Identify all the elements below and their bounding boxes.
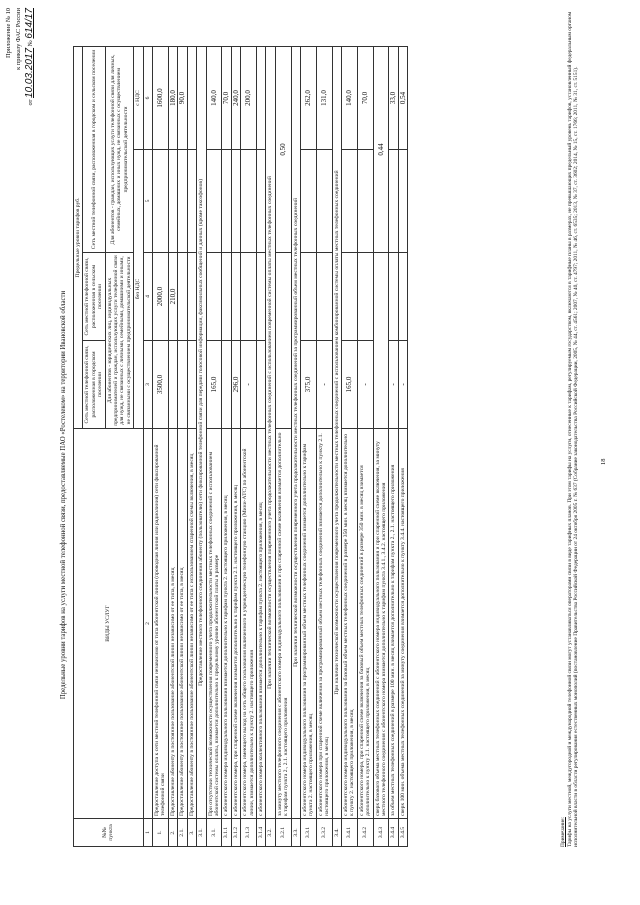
cell-rural: [178, 253, 187, 341]
cell-urban: -: [241, 341, 257, 429]
table-row: [275, 46, 291, 846]
cell-with-vat: 33,0: [389, 46, 398, 149]
table-body: [153, 46, 408, 846]
appendix-header: [4, 8, 24, 70]
row-description: сверх 100 мин. объема местных телефонных соединений за минуту соединения взимается дополнительно к пункту 3.4.4. настоящего приложения: [398, 429, 407, 819]
table-row: [398, 46, 407, 846]
cell-urban: -: [389, 341, 398, 429]
header-col-c: Сеть местной телефонной связи, расположенная в городском и сельском поселении: [83, 46, 105, 252]
cell-with-vat: [187, 46, 196, 149]
cell-with-vat: 140,0: [206, 46, 222, 149]
cell-urban: -: [398, 341, 407, 429]
cell-urban: 375,0: [300, 341, 316, 429]
order-number: 614/17: [24, 8, 35, 39]
appendix-number: Приложение № 10: [5, 8, 12, 58]
row-number: 3.3.: [291, 819, 300, 847]
row-number: 1.: [153, 819, 169, 847]
table-row: [266, 46, 275, 846]
table-row: [373, 46, 389, 846]
table-row: [231, 46, 240, 846]
cell-empty: [153, 150, 169, 253]
table-row: [389, 46, 398, 846]
cell-empty: [300, 150, 316, 253]
row-number: 3.4.2: [357, 819, 373, 847]
appendix-order-ref: к приказу ФАС России: [15, 8, 22, 70]
cell-with-vat: [256, 46, 265, 149]
cell-rural: [342, 253, 358, 341]
row-description: сверх базового объема местных телефонных соединений с абонентского номера индивидуального пользования и при спаренной схеме включения, за минуту местного телефонного соединения с абонентского номера взимается дополнительно к тарифам пункта 3.4.1., 3.4.2. настоящего приложения: [373, 429, 389, 819]
colnum-6: 6: [143, 46, 152, 149]
header-levels: Предельные уровни тарифов руб.: [74, 46, 83, 428]
header-col-b: Сеть местной телефонной связи, расположенная в сельском поселении: [83, 253, 105, 341]
colnum-4: 4: [143, 253, 152, 341]
row-description: с абонентского номера, при спаренной схеме включения за базовый объем местных телефонных соединений в размере 350 мин. в месяц взимается дополнительно к пункту 2.1. настоящего приложения, в месяц: [357, 429, 373, 819]
cell-empty: [241, 150, 257, 253]
cell-empty: [275, 253, 291, 429]
row-number: 3.1.: [206, 819, 222, 847]
row-description: При отсутствии технической возможности осуществления повременного учета продолжительности местных телефонных соединений с использованием абонентской системы оплаты, взимается дополнительно к предельному уровню абонентской платы в размере: [206, 429, 222, 819]
cell-urban: [256, 341, 265, 429]
row-description: Предоставление абоненту в постоянное пользование абонентской линии независимо от ее типа, в месяц: [178, 429, 187, 819]
colnum-3: 3: [143, 341, 152, 429]
cell-with-vat: 70,0: [222, 46, 231, 149]
row-number: 3.4.3: [373, 819, 389, 847]
table-row: [316, 46, 332, 846]
header-vat-excl: без НДС: [134, 150, 143, 429]
notes-text: Тарифы на услуги местной, междугородной и международной телефонной связи могут устанавливаться операторами связи в виде тарифных планов. При этом тарифы на услуги, отнесенные к тарифам, регулируемым государством, включаются в тарифные планы в размерах, не превышающих предельный уровень тарифов, установленный федеральным органом исполнительной власти в области регулирования естественных монополий (постановление Правительства Российской Федерации от 24 октября 2005 г. № 637 (Собрание законодательства Российской Федерации, 2005, № 44, ст. 4561; 2007, № 40, ст. 4797; 2011, № 46, ст. 6535; 2013, № 37, ст. 3602; 2014, № 15, ст. 1766; 2011, № 31, ст. 5151).: [566, 11, 580, 847]
table-row: [342, 46, 358, 846]
table-row: [241, 46, 257, 846]
table-row: [178, 46, 187, 846]
row-number: 3.4.5: [398, 819, 407, 847]
row-number: 2.1.: [178, 819, 187, 847]
header-col-a2: Для абонентов - юридических лиц, индивидуальных предпринимателей и граждан, использующих услуги телефонной связи для нужд, не связанных с личными, семейными, домашними и иными, не связанными с осуществлением предпринимательской деятельности: [105, 253, 134, 429]
cell-empty: [398, 150, 407, 253]
row-number: 3.1.2: [231, 819, 240, 847]
cell-empty: [231, 150, 240, 253]
order-date: 10.03.2017: [24, 47, 35, 98]
table-row: [206, 46, 222, 846]
cell-rural: [206, 253, 222, 341]
row-description: Предоставление доступа к сети местной телефонной связи независимо от типа абонентской линии (проводная линия или радиолиния) сети фиксированной телефонной связи: [153, 429, 169, 819]
cell-urban: 165,0: [342, 341, 358, 429]
row-number: 3.3.1: [300, 819, 316, 847]
row-number: 3.3.2: [316, 819, 332, 847]
row-description: Предоставление абоненту в постоянное пользование абонентской линии независимо от ее типа с использованием спаренной схемы включения, в месяц: [187, 429, 196, 819]
notes-heading: Примечание:: [560, 817, 566, 847]
row-description: с абонентского номера индивидуального пользования взимается дополнительно к тарифам пункта 2. настоящего приложения, в месяц: [222, 429, 231, 819]
cell-empty: [187, 150, 196, 253]
cell-with-vat: 131,0: [316, 46, 332, 149]
cell-rural: [231, 253, 240, 341]
table-row: [197, 46, 206, 846]
row-description: с абонентского номера индивидуального пользования за базовый объем местных телефонных соединений в размере 350 мин. в месяц взимается дополнительно к пункту 2. настоящего приложения, в месяц: [342, 429, 358, 819]
row-number: 3.2.: [266, 819, 275, 847]
cell-rural: [300, 253, 316, 341]
cell-urban: [168, 341, 177, 429]
colnum-2: 2: [143, 429, 152, 819]
table-row: [153, 46, 169, 846]
notes-block: [560, 7, 580, 847]
cell-with-vat: 1600,0: [153, 46, 169, 149]
table-row: [291, 46, 300, 846]
table-row: [187, 46, 196, 846]
cell-urban: 296,0: [231, 341, 240, 429]
document-title: Предельные уровни тарифов на услуги местной телефонной связи, предоставляемые ПАО «Ростелеком» на территории Ивановской области: [60, 290, 67, 700]
colnum-1: 1: [143, 819, 152, 847]
row-number: 3.1.1: [222, 819, 231, 847]
row-description: с абонентского номера, при спаренной схеме включения взимается дополнительно к тарифам пункта 2.1. настоящего приложения, в месяц: [231, 429, 240, 819]
cell-urban: [187, 341, 196, 429]
cell-empty: [222, 150, 231, 253]
cell-rural: [398, 253, 407, 341]
cell-urban: 3500,0: [153, 341, 169, 429]
table-row: [256, 46, 265, 846]
row-description: с абонентского номера при спаренной схеме включения за программированный объем местных телефонных соединений взимается дополнительно к пункту 2.1. настоящего приложения, в месяц: [316, 429, 332, 819]
section-heading: При наличии технической возможности осуществления повременного учета продолжительности местных телефонных соединений с использованием комбинированной системы оплаты местных телефонных соединений: [332, 46, 341, 818]
cell-urban: 165,0: [206, 341, 222, 429]
cell-with-vat: 0,54: [398, 46, 407, 149]
cell-rate: 0,50: [275, 46, 291, 252]
cell-with-vat: 240,0: [231, 46, 240, 149]
row-description: с абонентского номера индивидуального пользования за программированный объем местных телефонных соединений взимается дополнительно к тарифам пункта 2. настоящего приложения, в месяц: [300, 429, 316, 819]
cell-rural: [222, 253, 231, 341]
row-number: 3.4.: [332, 819, 341, 847]
order-prefix: от: [27, 99, 34, 106]
cell-with-vat: 180,0: [168, 46, 177, 149]
cell-urban: [222, 341, 231, 429]
row-number: 3.4.1: [342, 819, 358, 847]
cell-empty: [256, 150, 265, 253]
cell-with-vat: 200,0: [241, 46, 257, 149]
table-row: [357, 46, 373, 846]
row-description: с абонентского номера коллективного пользования взимается дополнительно к тарифам пункта 2. настоящего приложения, в месяц: [256, 429, 265, 819]
row-number: 3.1.: [197, 819, 206, 847]
row-number: 3.1.3: [241, 819, 257, 847]
cell-empty: [316, 150, 332, 253]
order-date-line: [24, 8, 35, 106]
cell-empty: [178, 150, 187, 253]
row-number: 3.: [187, 819, 196, 847]
table-row: [300, 46, 316, 846]
header-col-c2: Для абонентов - граждан, использующих услуги телефонной связи для личных, семейных, домашних и иных нужд, не связанных с осуществлением предпринимательской деятельности: [105, 46, 134, 252]
cell-rural: [256, 253, 265, 341]
cell-empty: [168, 150, 177, 253]
row-description: за объем местных телефонных соединений в размере 100 мин. в месяц взимается дополнительно к тарифам пункта 2., 2.1. настоящего приложения: [389, 429, 398, 819]
cell-rural: [316, 253, 332, 341]
row-description: за минуту местного телефонного соединения с абонентского номера индивидуального пользования и при спаренной схеме включения взимается дополнительно к тарифам пункта 2., 2.1. настоящего приложения: [275, 429, 291, 819]
cell-empty: [206, 150, 222, 253]
cell-urban: [178, 341, 187, 429]
section-heading: При наличии технической возможности осуществления повременного учета продолжительности местных телефонных соединений за программированный объем местных телефонных соединений: [291, 46, 300, 818]
cell-rural: [241, 253, 257, 341]
cell-rural: 210,0: [168, 253, 177, 341]
order-no-prefix: №: [27, 40, 34, 47]
header-num: №№ пункта: [74, 819, 144, 847]
table-row: [168, 46, 177, 846]
page-number: 18: [600, 458, 607, 465]
table-row: [222, 46, 231, 846]
tariff-table: [73, 46, 408, 847]
colnum-5: 5: [143, 150, 152, 253]
cell-urban: -: [357, 341, 373, 429]
table-row: [332, 46, 341, 846]
row-description: с абонентского номера, имеющего выход на сеть общего пользования включенного в учрежденческую телефонную станцию (Мини-АТС) по абонентской линии, взимается дополнительно к пункту 2. настоящего приложения: [241, 429, 257, 819]
cell-with-vat: 70,0: [357, 46, 373, 149]
row-number: 3.4.4: [389, 819, 398, 847]
cell-rate: 0,44: [373, 46, 389, 252]
section-heading: Предоставление местного телефонного соединения абоненту (пользователю) сети фиксированной телефонной связи для передачи голосовой информации, факсимильных сообщений и данных (кроме таксофонов): [197, 46, 206, 818]
cell-rural: 2000,0: [153, 253, 169, 341]
cell-empty: [342, 150, 358, 253]
header-service: ВИДЫ УСЛУГ: [74, 429, 144, 819]
cell-rural: [389, 253, 398, 341]
row-number: 3.2.1: [275, 819, 291, 847]
cell-with-vat: 140,0: [342, 46, 358, 149]
cell-rural: [357, 253, 373, 341]
header-col-a: Сеть местной телефонной связи, расположенная в городском поселении: [83, 341, 105, 429]
section-heading: При наличии технической возможности осуществления повременного учета продолжительности местных телефонных соединений с использованием повременной системы оплаты местных телефонных соединений: [266, 46, 275, 818]
row-number: 2.: [168, 819, 177, 847]
cell-empty: [373, 253, 389, 429]
row-number: 3.1.4: [256, 819, 265, 847]
cell-empty: [389, 150, 398, 253]
cell-with-vat: 262,0: [300, 46, 316, 149]
cell-urban: -: [316, 341, 332, 429]
cell-rural: [187, 253, 196, 341]
row-description: Предоставление абоненту в постоянное пользование абонентской линии независимо от ее типа, в месяц: [168, 429, 177, 819]
cell-with-vat: 90,0: [178, 46, 187, 149]
cell-empty: [357, 150, 373, 253]
header-vat-incl: с НДС: [134, 46, 143, 149]
